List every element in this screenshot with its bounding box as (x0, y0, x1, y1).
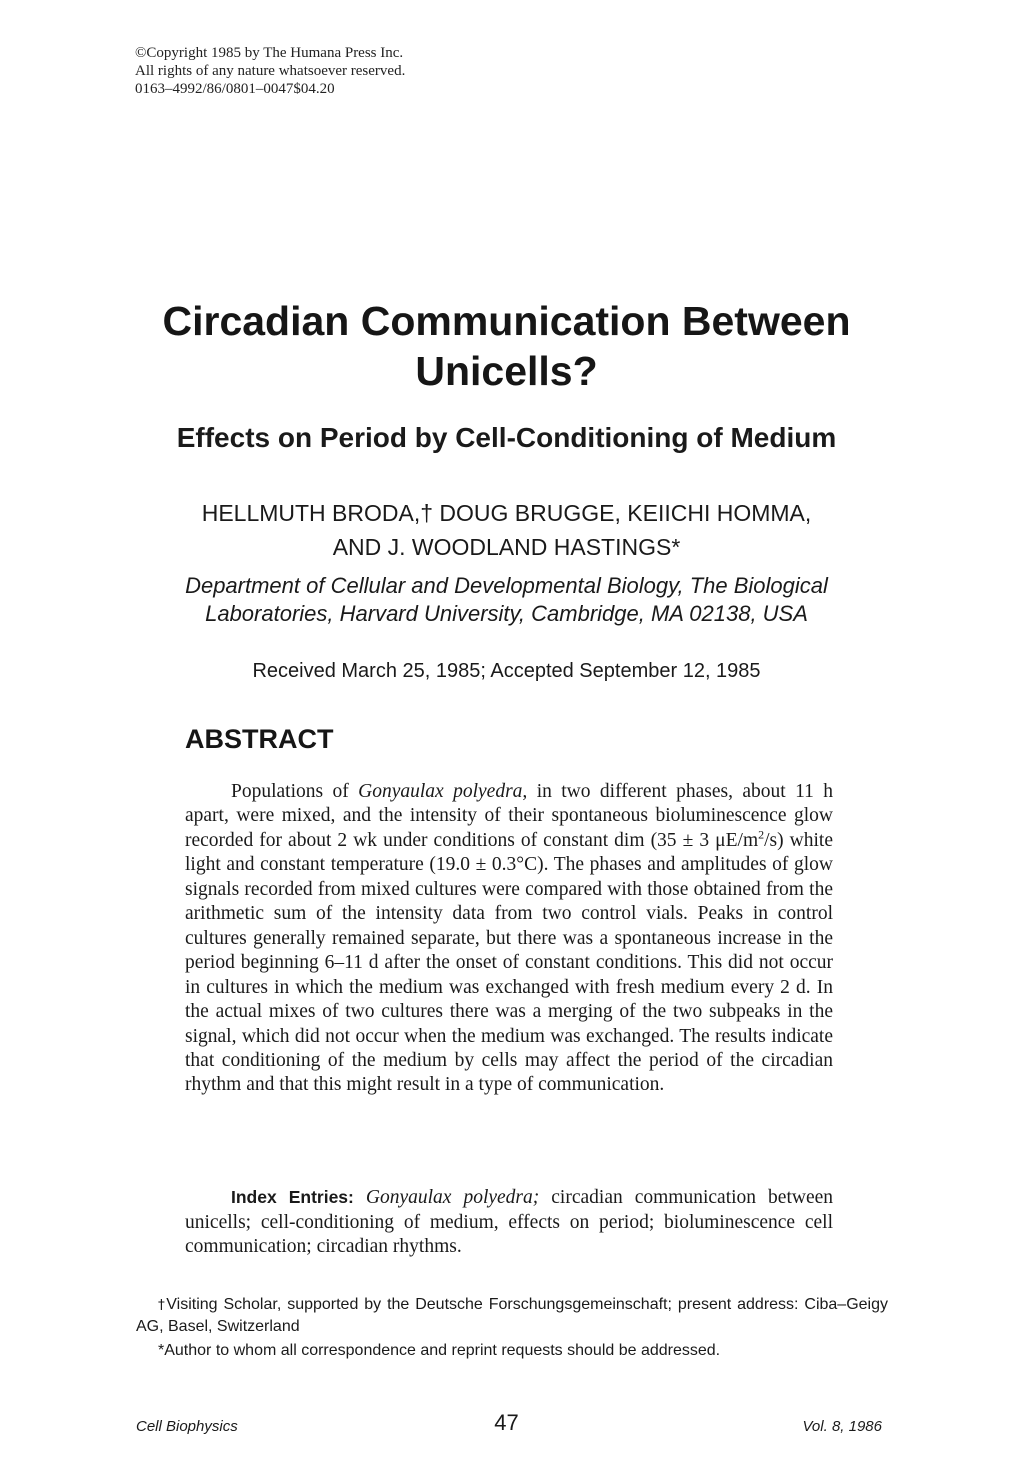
index-entries-label: Index Entries: (231, 1187, 354, 1207)
author-line: HELLMUTH BRODA,† DOUG BRUGGE, KEIICHI HOMMA, (201, 500, 812, 526)
affiliation-line: Laboratories, Harvard University, Cambridge, MA 02138, USA (205, 601, 808, 626)
copyright-line: ©Copyright 1985 by The Humana Press Inc. (135, 45, 404, 61)
copyright-line: 0163–4992/86/0801–0047$04.20 (135, 81, 335, 97)
dagger-symbol: † (158, 1297, 167, 1313)
footnote-star (136, 1340, 888, 1361)
abstract-text (185, 780, 833, 1098)
abstract-part: /s) white light and constant temperature (19.0 ± 0.3°C). The phases and amplitudes of glow signals recorded from mixed cultures were compared with those obtained from the arithmetic sum of the intensity data from two control vials. Peaks in control cultures generally remained separate, but there was a spontaneous increase in the period beginning 6–11 d after the onset of constant conditions. This did not occur in cultures in which the medium was exchanged with fresh medium every 2 d. In the actual mixes of two cultures there was a merging of the two subpeaks in the signal, which did not occur when the medium was exchanged. The results indicate that conditioning of the medium by cells may affect the period of the circadian rhythm and that this might result in a type of communication. (185, 829, 833, 1096)
paper-subtitle: Effects on Period by Cell-Conditioning of Medium (176, 422, 837, 453)
superscript: 2 (758, 827, 765, 842)
volume-year: Vol. 8, 1986 (802, 1418, 882, 1435)
species-name: Gonyaulax polyedra; (365, 1187, 540, 1208)
abstract-part: in two different phases, about 11 h apart, were mixed, and the intensity of their spontaneous bioluminescence glow recorded for about 2 wk under conditions of constant dim (35 ± 3 μE/m (185, 781, 833, 851)
affiliation (0, 572, 1013, 628)
species-name: Gonyaulax polyedra, (358, 781, 528, 802)
received-dates: Received March 25, 1985; Accepted September 12, 1985 (252, 660, 761, 682)
footnotes (136, 1294, 888, 1361)
footnote-dagger (136, 1294, 888, 1337)
page-number: 47 (494, 1410, 519, 1435)
paper-title-line: Circadian Communication Between (162, 298, 851, 344)
footnote-text: Author to whom all correspondence and reprint requests should be addressed. (164, 1342, 721, 1359)
author-list (0, 496, 1013, 564)
copyright-line: All rights of any nature whatsoever reserved. (135, 63, 406, 79)
author-line: AND J. WOODLAND HASTINGS* (332, 534, 681, 560)
star-symbol: * (158, 1342, 165, 1359)
affiliation-line: Department of Cellular and Developmental Biology, The Biological (185, 573, 828, 598)
index-entries-text: circadian communication between unicells; cell-conditioning of medium, effects on period; bioluminescence cell communication; circadian rhythms. (185, 1187, 834, 1257)
paper-title-line: Unicells? (415, 348, 598, 394)
index-entries (185, 1185, 833, 1260)
journal-name: Cell Biophysics (136, 1418, 238, 1435)
abstract-part: Populations of (231, 781, 349, 802)
abstract-heading: ABSTRACT (185, 724, 334, 754)
copyright-notice (135, 44, 405, 98)
footnote-text: Visiting Scholar, supported by the Deutsche Forschungsgemeinschaft; present address: Ciba–Geigy AG, Basel, Switzerland (136, 1296, 889, 1335)
paper-title (0, 296, 1013, 396)
